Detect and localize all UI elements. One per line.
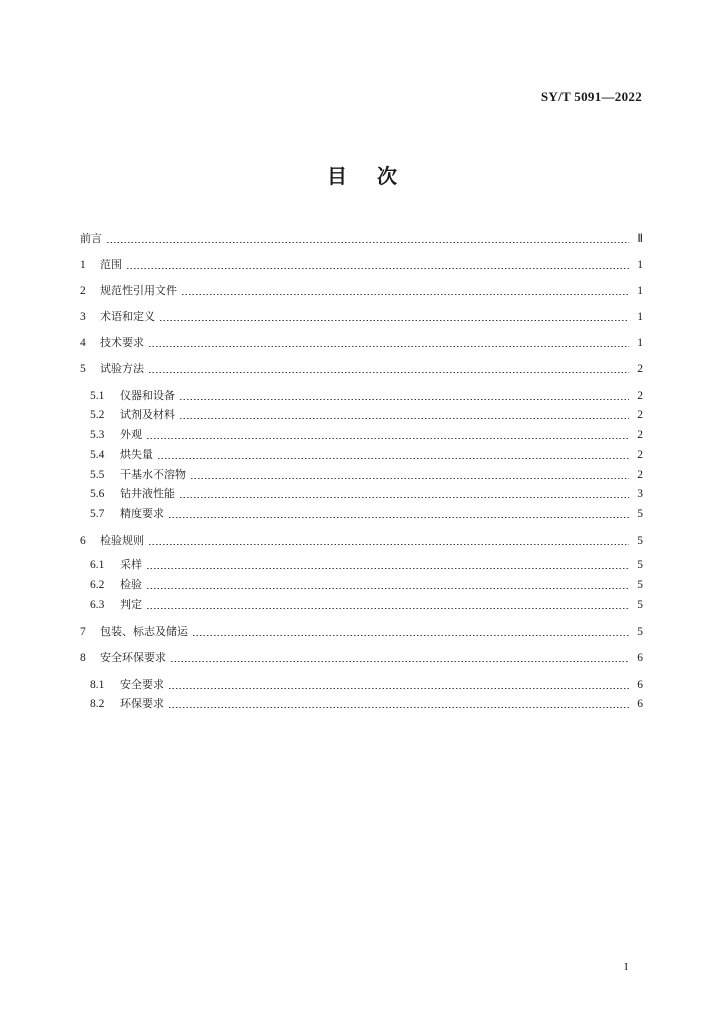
toc-entry-page: 6 — [637, 679, 643, 691]
toc-entry-number: 5.2 — [90, 409, 105, 421]
toc-entry[interactable] — [90, 444, 643, 462]
toc-entry-label: 判定 — [120, 598, 142, 611]
toc-entry[interactable] — [90, 554, 643, 572]
toc-leader-dots — [181, 294, 629, 295]
toc-entry-label: 安全环保要求 — [100, 651, 166, 664]
toc-entry-label: 范围 — [100, 258, 122, 271]
toc-entry-page: 1 — [637, 285, 643, 297]
toc-entry-number: 4 — [80, 337, 86, 349]
toc-entry[interactable] — [90, 385, 643, 403]
toc-leader-dots — [159, 320, 629, 321]
toc-entry-label: 检验规则 — [100, 534, 144, 547]
toc-entry[interactable] — [90, 693, 643, 711]
toc-leader-dots — [179, 418, 629, 419]
toc-entry-label: 烘失量 — [120, 448, 153, 461]
toc-entry[interactable] — [80, 280, 643, 298]
toc-entry-label: 钻井液性能 — [120, 487, 175, 500]
toc-entry-page: 5 — [637, 535, 643, 547]
toc-entry[interactable] — [90, 464, 643, 482]
toc-entry[interactable] — [80, 621, 643, 639]
page-title-part2: 次 — [377, 164, 397, 188]
toc-entry-label: 试验方法 — [100, 362, 144, 375]
page-title — [0, 160, 724, 189]
toc-entry-number: 8.1 — [90, 679, 105, 691]
toc-entry-page: 2 — [637, 409, 643, 421]
toc-entry-page: 5 — [637, 599, 643, 611]
toc-entry-page: 6 — [637, 698, 643, 710]
toc-entry-number: 6.1 — [90, 559, 105, 571]
toc-entry-label: 仪器和设备 — [120, 389, 175, 402]
toc-entry-label: 技术要求 — [100, 336, 144, 349]
toc-entry-number: 5.3 — [90, 429, 105, 441]
toc-leader-dots — [146, 438, 629, 439]
toc-entry-number: 6.2 — [90, 579, 105, 591]
toc-entry-label: 前言 — [80, 232, 102, 245]
toc-leader-dots — [148, 372, 629, 373]
toc-entry-number: 6.3 — [90, 599, 105, 611]
toc-entry-number: 5.5 — [90, 469, 105, 481]
toc-entry-label: 干基水不溶物 — [120, 468, 186, 481]
toc-entry[interactable] — [80, 254, 643, 272]
toc-leader-dots — [192, 635, 629, 636]
toc-entry[interactable] — [90, 503, 643, 521]
toc-entry-page: 1 — [637, 259, 643, 271]
toc-entry-page: 5 — [637, 508, 643, 520]
toc-entry-page: 2 — [637, 469, 643, 481]
toc-entry-label: 术语和定义 — [100, 310, 155, 323]
standard-code: SY/T 5091—2022 — [540, 89, 642, 104]
toc-entry-number: 8 — [80, 652, 86, 664]
toc-leader-dots — [190, 478, 629, 479]
toc-leader-dots — [146, 588, 629, 589]
toc-leader-dots — [106, 242, 629, 243]
toc-entry-page: 2 — [637, 390, 643, 402]
toc-entry-number: 5.7 — [90, 508, 105, 520]
toc-entry-number: 5.1 — [90, 390, 105, 402]
toc-entry[interactable] — [80, 228, 643, 246]
toc-entry[interactable] — [80, 332, 643, 350]
toc-entry-number: 7 — [80, 626, 86, 638]
toc-entry-page: 3 — [637, 488, 643, 500]
toc-entry[interactable] — [90, 574, 643, 592]
footer-page-number: I — [624, 961, 628, 973]
toc-entry-label: 检验 — [120, 578, 142, 591]
toc-entry[interactable] — [90, 674, 643, 692]
toc-leader-dots — [179, 399, 629, 400]
toc-leader-dots — [148, 346, 629, 347]
toc-entry-number: 5.4 — [90, 449, 105, 461]
toc-entry-label: 外观 — [120, 428, 142, 441]
toc-entry-number: 2 — [80, 285, 86, 297]
toc-entry-label: 采样 — [120, 558, 142, 571]
toc-entry-number: 6 — [80, 535, 86, 547]
page-title-part1: 目 — [327, 164, 347, 188]
toc-entry-page: 2 — [637, 449, 643, 461]
toc-leader-dots — [126, 268, 629, 269]
toc-entry-page: 1 — [637, 311, 643, 323]
toc-entry-number: 5.6 — [90, 488, 105, 500]
toc-entry[interactable] — [80, 647, 643, 665]
toc-leader-dots — [146, 608, 629, 609]
toc-entry-label: 环保要求 — [120, 697, 164, 710]
toc-entry[interactable] — [90, 404, 643, 422]
toc-entry-label: 精度要求 — [120, 507, 164, 520]
toc-entry-page: Ⅱ — [637, 233, 643, 245]
toc-leader-dots — [168, 688, 629, 689]
toc-entry[interactable] — [90, 594, 643, 612]
toc-leader-dots — [168, 517, 629, 518]
toc-entry[interactable] — [90, 424, 643, 442]
toc-leader-dots — [157, 458, 629, 459]
toc-entry[interactable] — [80, 530, 643, 548]
toc-entry-page: 1 — [637, 337, 643, 349]
toc-leader-dots — [179, 497, 629, 498]
toc-entry-page: 5 — [637, 579, 643, 591]
toc-entry-page: 5 — [637, 626, 643, 638]
toc-entry[interactable] — [80, 358, 643, 376]
toc-entry-number: 8.2 — [90, 698, 105, 710]
toc-entry-page: 2 — [637, 429, 643, 441]
toc-entry-label: 安全要求 — [120, 678, 164, 691]
toc-entry-label: 包装、标志及储运 — [100, 625, 188, 638]
toc-leader-dots — [170, 661, 629, 662]
toc-entry-label: 规范性引用文件 — [100, 284, 177, 297]
toc-entry-page: 6 — [637, 652, 643, 664]
toc-entry-page: 5 — [637, 559, 643, 571]
toc-entry-label: 试剂及材料 — [120, 408, 175, 421]
toc-entry-page: 2 — [637, 363, 643, 375]
toc-leader-dots — [148, 544, 629, 545]
toc-entry-number: 1 — [80, 259, 86, 271]
toc-leader-dots — [168, 707, 629, 708]
toc-entry[interactable] — [90, 483, 643, 501]
toc-leader-dots — [146, 568, 629, 569]
toc-entry-number: 3 — [80, 311, 86, 323]
toc-entry[interactable] — [80, 306, 643, 324]
toc-entry-number: 5 — [80, 363, 86, 375]
